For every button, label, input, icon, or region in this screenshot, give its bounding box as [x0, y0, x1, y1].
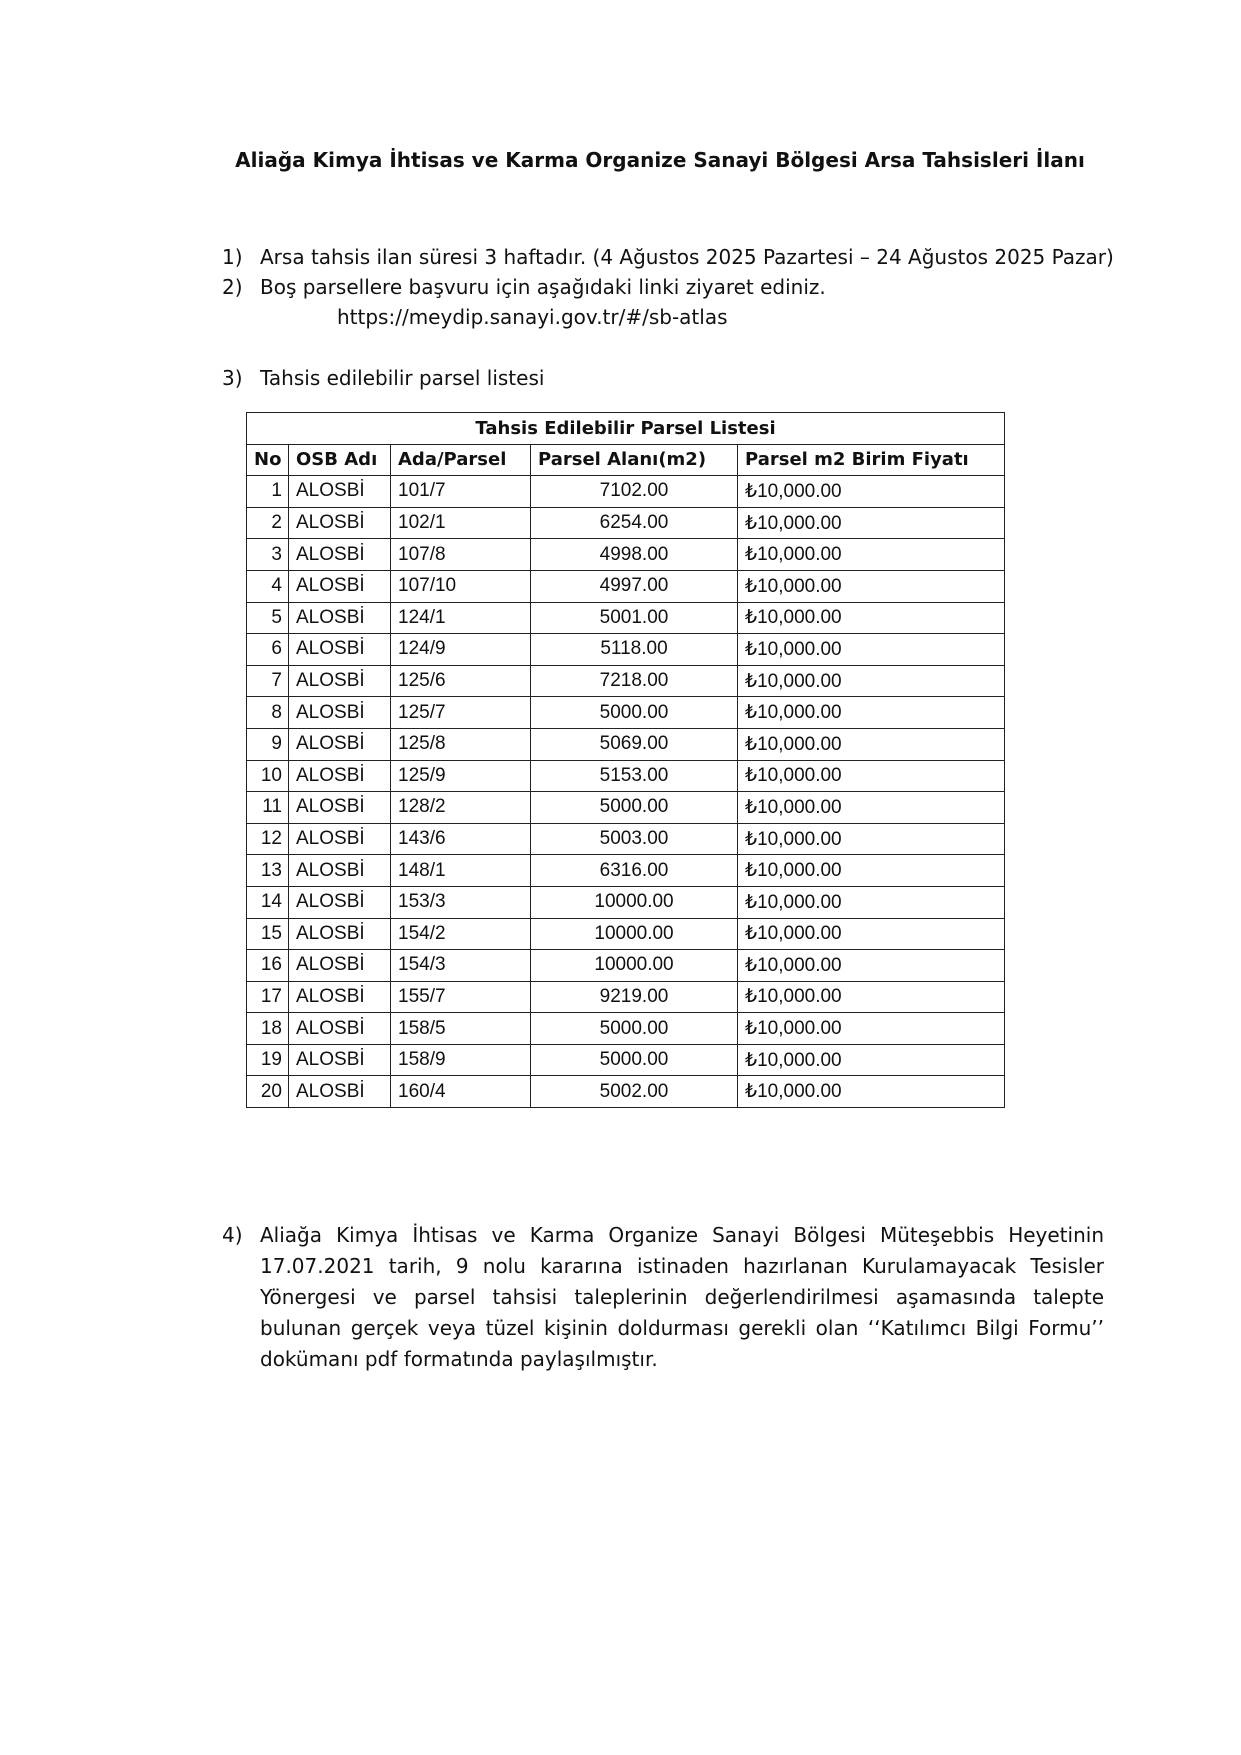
cell-no: 18: [247, 1013, 289, 1045]
table-row: [247, 570, 1005, 602]
cell-unit-price: ₺10,000.00: [738, 665, 1005, 697]
list-number: 3): [222, 366, 243, 390]
table-row: [247, 1013, 1005, 1045]
table-row: [247, 1076, 1005, 1108]
cell-no: 17: [247, 981, 289, 1013]
table-row: [247, 602, 1005, 634]
cell-area: 5000.00: [531, 697, 738, 729]
cell-ada-parsel: 148/1: [391, 855, 531, 887]
cell-no: 2: [247, 507, 289, 539]
table-row: [247, 1044, 1005, 1076]
cell-area: 6316.00: [531, 855, 738, 887]
table-caption: Tahsis Edilebilir Parsel Listesi: [247, 413, 1005, 445]
column-header-area: Parsel Alanı(m2): [531, 444, 738, 476]
column-header-osb: OSB Adı: [289, 444, 391, 476]
cell-ada-parsel: 102/1: [391, 507, 531, 539]
cell-no: 16: [247, 950, 289, 982]
cell-ada-parsel: 160/4: [391, 1076, 531, 1108]
table-row: [247, 886, 1005, 918]
sb-atlas-link[interactable]: https://meydip.sanayi.gov.tr/#/sb-atlas: [337, 305, 728, 329]
table-row: [247, 760, 1005, 792]
cell-area: 5069.00: [531, 728, 738, 760]
cell-unit-price: ₺10,000.00: [738, 539, 1005, 571]
cell-no: 3: [247, 539, 289, 571]
table-row: [247, 507, 1005, 539]
cell-osb: ALOSBİ: [289, 1044, 391, 1076]
cell-no: 6: [247, 634, 289, 666]
cell-osb: ALOSBİ: [289, 1013, 391, 1045]
cell-unit-price: ₺10,000.00: [738, 950, 1005, 982]
cell-osb: ALOSBİ: [289, 602, 391, 634]
table-row: [247, 665, 1005, 697]
list-text: Arsa tahsis ilan süresi 3 haftadır. (4 Ağustos 2025 Pazartesi – 24 Ağustos 2025 Pazar): [260, 245, 1114, 269]
cell-area: 5000.00: [531, 792, 738, 824]
cell-ada-parsel: 125/9: [391, 760, 531, 792]
cell-no: 10: [247, 760, 289, 792]
cell-no: 9: [247, 728, 289, 760]
cell-area: 5000.00: [531, 1013, 738, 1045]
cell-osb: ALOSBİ: [289, 728, 391, 760]
cell-no: 13: [247, 855, 289, 887]
cell-unit-price: ₺10,000.00: [738, 855, 1005, 887]
cell-unit-price: ₺10,000.00: [738, 570, 1005, 602]
cell-unit-price: ₺10,000.00: [738, 1076, 1005, 1108]
cell-unit-price: ₺10,000.00: [738, 476, 1005, 508]
cell-osb: ALOSBİ: [289, 918, 391, 950]
cell-no: 15: [247, 918, 289, 950]
cell-osb: ALOSBİ: [289, 539, 391, 571]
table-row: [247, 539, 1005, 571]
cell-unit-price: ₺10,000.00: [738, 602, 1005, 634]
table-row: [247, 855, 1005, 887]
cell-area: 5000.00: [531, 1044, 738, 1076]
cell-ada-parsel: 128/2: [391, 792, 531, 824]
cell-ada-parsel: 125/8: [391, 728, 531, 760]
table-row: [247, 950, 1005, 982]
cell-osb: ALOSBİ: [289, 570, 391, 602]
table-body: [247, 476, 1005, 1108]
cell-ada-parsel: 154/3: [391, 950, 531, 982]
cell-no: 20: [247, 1076, 289, 1108]
table-row: [247, 697, 1005, 729]
cell-ada-parsel: 107/8: [391, 539, 531, 571]
cell-area: 5153.00: [531, 760, 738, 792]
cell-osb: ALOSBİ: [289, 855, 391, 887]
parcel-table: [246, 412, 1005, 1108]
cell-area: 10000.00: [531, 950, 738, 982]
cell-unit-price: ₺10,000.00: [738, 1013, 1005, 1045]
cell-osb: ALOSBİ: [289, 760, 391, 792]
cell-unit-price: ₺10,000.00: [738, 760, 1005, 792]
cell-no: 7: [247, 665, 289, 697]
cell-ada-parsel: 143/6: [391, 823, 531, 855]
cell-unit-price: ₺10,000.00: [738, 886, 1005, 918]
cell-osb: ALOSBİ: [289, 823, 391, 855]
cell-ada-parsel: 124/1: [391, 602, 531, 634]
cell-unit-price: ₺10,000.00: [738, 981, 1005, 1013]
cell-osb: ALOSBİ: [289, 981, 391, 1013]
cell-no: 11: [247, 792, 289, 824]
list-number: 1): [222, 245, 243, 269]
cell-osb: ALOSBİ: [289, 697, 391, 729]
table-row: [247, 823, 1005, 855]
cell-osb: ALOSBİ: [289, 792, 391, 824]
cell-ada-parsel: 154/2: [391, 918, 531, 950]
cell-no: 5: [247, 602, 289, 634]
cell-area: 5001.00: [531, 602, 738, 634]
cell-osb: ALOSBİ: [289, 507, 391, 539]
cell-osb: ALOSBİ: [289, 950, 391, 982]
list-number: 4): [222, 1223, 243, 1247]
column-header-ada-parsel: Ada/Parsel: [391, 444, 531, 476]
cell-osb: ALOSBİ: [289, 476, 391, 508]
cell-unit-price: ₺10,000.00: [738, 823, 1005, 855]
cell-osb: ALOSBİ: [289, 1076, 391, 1108]
cell-unit-price: ₺10,000.00: [738, 918, 1005, 950]
cell-unit-price: ₺10,000.00: [738, 697, 1005, 729]
list-text: Tahsis edilebilir parsel listesi: [260, 366, 545, 390]
table-row: [247, 918, 1005, 950]
cell-no: 4: [247, 570, 289, 602]
cell-osb: ALOSBİ: [289, 665, 391, 697]
cell-area: 9219.00: [531, 981, 738, 1013]
table-row: [247, 476, 1005, 508]
cell-unit-price: ₺10,000.00: [738, 1044, 1005, 1076]
cell-unit-price: ₺10,000.00: [738, 728, 1005, 760]
table-header-row: [247, 444, 1005, 476]
cell-area: 6254.00: [531, 507, 738, 539]
cell-ada-parsel: 158/9: [391, 1044, 531, 1076]
list-text: Aliağa Kimya İhtisas ve Karma Organize Sanayi Bölgesi Müteşebbis Heyetinin 17.07.2021 tarih, 9 nolu kararına istinaden hazırlanan Kurulamayacak Tesisler Yönergesi ve parsel tahsisi taleplerinin değerlendirilmesi aşamasında talepte bulunan gerçek veya tüzel kişinin doldurması gerekli olan ‘‘Katılımcı Bilgi Formu’’ dokümanı pdf formatında paylaşılmıştır.: [260, 1223, 1104, 1371]
column-header-unit-price: Parsel m2 Birim Fiyatı: [738, 444, 1005, 476]
cell-ada-parsel: 101/7: [391, 476, 531, 508]
cell-ada-parsel: 158/5: [391, 1013, 531, 1045]
cell-unit-price: ₺10,000.00: [738, 507, 1005, 539]
cell-ada-parsel: 124/9: [391, 634, 531, 666]
column-header-no: No: [247, 444, 289, 476]
list-number: 2): [222, 275, 243, 299]
table-row: [247, 981, 1005, 1013]
cell-osb: ALOSBİ: [289, 634, 391, 666]
cell-ada-parsel: 107/10: [391, 570, 531, 602]
cell-area: 5003.00: [531, 823, 738, 855]
cell-osb: ALOSBİ: [289, 886, 391, 918]
table-row: [247, 792, 1005, 824]
table-caption-row: [247, 413, 1005, 445]
list-text: Boş parsellere başvuru için aşağıdaki linki ziyaret ediniz.: [260, 275, 826, 299]
cell-no: 19: [247, 1044, 289, 1076]
cell-area: 4997.00: [531, 570, 738, 602]
cell-unit-price: ₺10,000.00: [738, 792, 1005, 824]
cell-area: 4998.00: [531, 539, 738, 571]
table-row: [247, 728, 1005, 760]
cell-no: 1: [247, 476, 289, 508]
cell-ada-parsel: 155/7: [391, 981, 531, 1013]
cell-area: 7218.00: [531, 665, 738, 697]
cell-ada-parsel: 125/6: [391, 665, 531, 697]
cell-ada-parsel: 125/7: [391, 697, 531, 729]
cell-unit-price: ₺10,000.00: [738, 634, 1005, 666]
cell-area: 5118.00: [531, 634, 738, 666]
table-row: [247, 634, 1005, 666]
cell-no: 8: [247, 697, 289, 729]
cell-no: 12: [247, 823, 289, 855]
cell-area: 10000.00: [531, 918, 738, 950]
cell-area: 5002.00: [531, 1076, 738, 1108]
cell-ada-parsel: 153/3: [391, 886, 531, 918]
cell-no: 14: [247, 886, 289, 918]
cell-area: 10000.00: [531, 886, 738, 918]
document-title: Aliağa Kimya İhtisas ve Karma Organize Sanayi Bölgesi Arsa Tahsisleri İlanı: [235, 148, 1085, 172]
cell-area: 7102.00: [531, 476, 738, 508]
